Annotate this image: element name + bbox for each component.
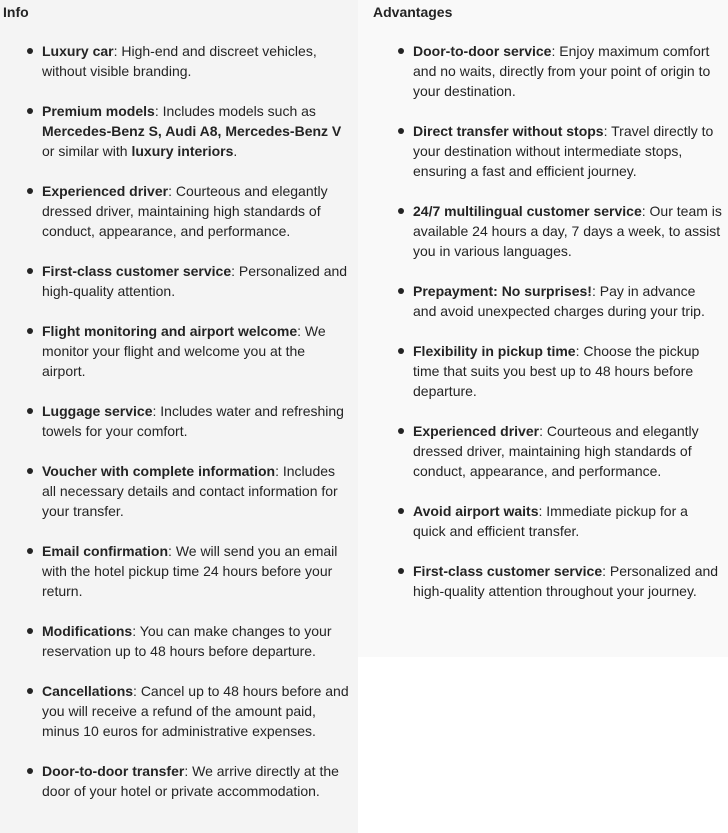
bullet-icon xyxy=(27,548,33,554)
item-term: Luxury car xyxy=(42,43,114,59)
item-separator: : xyxy=(602,563,610,579)
item-separator: : xyxy=(275,463,283,479)
bullet-icon xyxy=(398,208,404,214)
item-separator: : xyxy=(113,43,122,59)
info-item-email-confirmation xyxy=(24,541,350,601)
advantage-item-avoid-waits xyxy=(395,501,722,541)
item-term: First-class customer service xyxy=(42,263,232,279)
item-term: Premium models xyxy=(42,103,155,119)
info-item-modifications xyxy=(24,621,350,661)
item-separator: : xyxy=(132,623,140,639)
item-text: Includes all necessary details and contact information for your transfer. xyxy=(42,463,338,519)
item-text: Immediate pickup for a quick and efficient transfer. xyxy=(413,503,688,539)
item-separator: : xyxy=(538,503,547,519)
item-text: We monitor your flight and welcome you at the airport. xyxy=(42,323,326,379)
bullet-icon xyxy=(27,408,33,414)
info-list xyxy=(24,41,350,821)
item-text: Travel directly to your destination without intermediate stops, ensuring a fast and efficient journey. xyxy=(413,123,714,179)
bullet-icon xyxy=(398,568,404,574)
advantage-item-multilingual-service xyxy=(395,201,722,261)
item-term: Experienced driver xyxy=(413,423,540,439)
item-term: Experienced driver xyxy=(42,183,169,199)
item-term: Email confirmation xyxy=(42,543,169,559)
item-interiors: luxury interiors xyxy=(131,143,234,159)
info-item-door-to-door-transfer xyxy=(24,761,350,801)
info-item-flight-monitoring xyxy=(24,321,350,381)
item-separator: : xyxy=(184,763,193,779)
item-term: Door-to-door transfer xyxy=(42,763,185,779)
item-term: Luggage service xyxy=(42,403,153,419)
info-item-cancellations xyxy=(24,681,350,741)
item-separator: : xyxy=(297,323,305,339)
advantage-item-pickup-flexibility xyxy=(395,341,722,401)
bullet-icon xyxy=(398,128,404,134)
item-term: Flexibility in pickup time xyxy=(413,343,576,359)
bullet-icon xyxy=(398,428,404,434)
item-text: Includes models such as xyxy=(162,103,316,119)
advantages-list xyxy=(395,41,722,621)
info-item-luxury-car xyxy=(24,41,350,81)
advantage-item-experienced-driver xyxy=(395,421,722,481)
bullet-icon xyxy=(27,188,33,194)
bullet-icon xyxy=(27,688,33,694)
item-models: Mercedes-Benz S, Audi A8, Mercedes-Benz V xyxy=(42,123,342,139)
bullet-icon xyxy=(398,48,404,54)
info-column xyxy=(0,0,358,833)
item-text: Enjoy maximum comfort and no waits, directly from your point of origin to your destination. xyxy=(413,43,711,99)
item-separator: : xyxy=(231,263,239,279)
item-term: Door-to-door service xyxy=(413,43,552,59)
item-separator: : xyxy=(152,403,161,419)
advantage-item-direct-transfer xyxy=(395,121,722,181)
item-term: Voucher with complete information xyxy=(42,463,276,479)
bullet-icon xyxy=(398,348,404,354)
info-item-luggage-service xyxy=(24,401,350,441)
info-heading: Info xyxy=(3,4,29,20)
item-separator: : xyxy=(603,123,612,139)
item-text: Our team is available 24 hours a day, 7 days a week, to assist you in various languages. xyxy=(413,203,722,259)
advantages-column xyxy=(358,0,728,657)
item-separator: : xyxy=(154,103,163,119)
bullet-icon xyxy=(27,628,33,634)
bullet-icon xyxy=(27,768,33,774)
bullet-icon xyxy=(398,508,404,514)
item-term: Direct transfer without stops xyxy=(413,123,604,139)
item-separator: : xyxy=(591,283,600,299)
item-term: Modifications xyxy=(42,623,133,639)
advantage-item-prepayment xyxy=(395,281,722,321)
info-item-premium-models xyxy=(24,101,350,161)
item-term: Prepayment: No surprises! xyxy=(413,283,592,299)
item-separator: : xyxy=(168,183,176,199)
item-text: Personalized and high-quality attention. xyxy=(42,263,348,299)
item-text: We will send you an email with the hotel pickup time 24 hours before your return. xyxy=(42,543,338,599)
item-text: Includes water and refreshing towels for your comfort. xyxy=(42,403,344,439)
bullet-icon xyxy=(27,48,33,54)
item-separator: : xyxy=(551,43,560,59)
item-text-3: . xyxy=(233,143,238,159)
item-text: You can make changes to your reservation up to 48 hours before departure. xyxy=(42,623,332,659)
item-text: Courteous and elegantly dressed driver, maintaining high standards of conduct, appearance, and performance. xyxy=(42,183,328,239)
advantages-heading: Advantages xyxy=(373,4,453,20)
item-separator: : xyxy=(641,203,650,219)
item-term: 24/7 multilingual customer service xyxy=(413,203,642,219)
item-term: Cancellations xyxy=(42,683,134,699)
bullet-icon xyxy=(27,468,33,474)
bullet-icon xyxy=(398,288,404,294)
item-separator: : xyxy=(575,343,584,359)
item-text: High-end and discreet vehicles, without visible branding. xyxy=(42,43,317,79)
item-text-2: or similar with xyxy=(42,143,132,159)
item-term: Flight monitoring and airport welcome xyxy=(42,323,298,339)
item-separator: : xyxy=(133,683,141,699)
item-separator: : xyxy=(539,423,547,439)
bullet-icon xyxy=(27,108,33,114)
item-term: Avoid airport waits xyxy=(413,503,539,519)
advantage-item-door-to-door xyxy=(395,41,722,101)
bullet-icon xyxy=(27,328,33,334)
info-item-voucher xyxy=(24,461,350,521)
item-text: Pay in advance and avoid unexpected charges during your trip. xyxy=(413,283,705,319)
item-text: We arrive directly at the door of your hotel or private accommodation. xyxy=(42,763,339,799)
item-text: Choose the pickup time that suits you best up to 48 hours before departure. xyxy=(413,343,700,399)
item-text: Cancel up to 48 hours before and you will receive a refund of the amount paid, minus 10 euros for administrative expenses. xyxy=(42,683,349,739)
info-item-experienced-driver xyxy=(24,181,350,241)
item-text: Personalized and high-quality attention throughout your journey. xyxy=(413,563,719,599)
item-separator: : xyxy=(168,543,176,559)
advantage-item-first-class-service xyxy=(395,561,722,601)
bullet-icon xyxy=(27,268,33,274)
info-item-first-class-service xyxy=(24,261,350,301)
item-text: Courteous and elegantly dressed driver, maintaining high standards of conduct, appearance, and performance. xyxy=(413,423,699,479)
item-term: First-class customer service xyxy=(413,563,603,579)
